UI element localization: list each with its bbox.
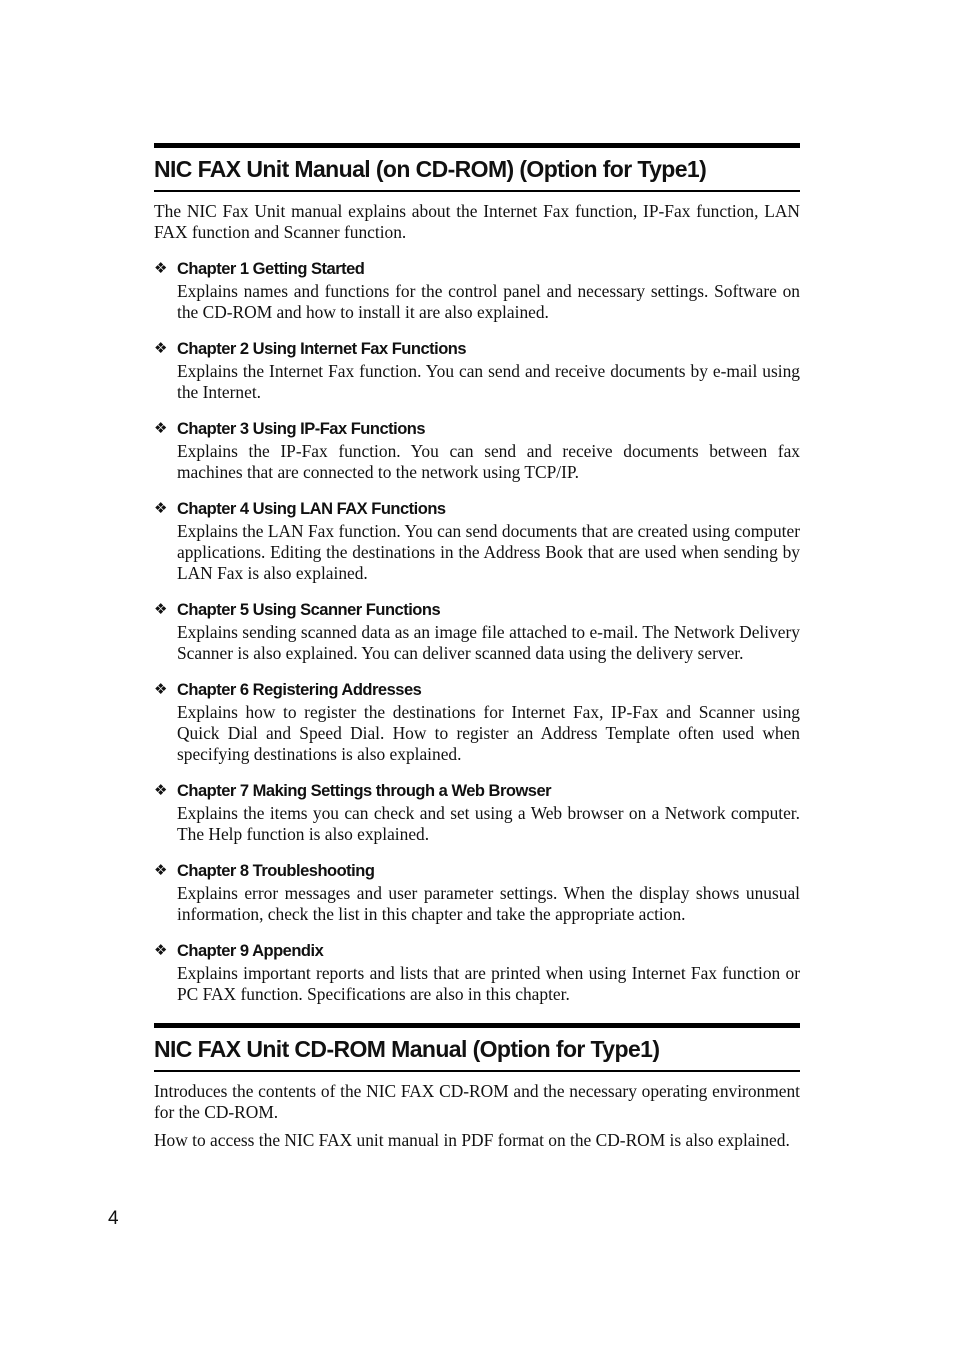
chapter-item-7 [154,781,800,845]
chapter-item-8 [154,861,800,925]
diamond-bullet-icon: ❖ [154,260,167,277]
diamond-bullet-icon: ❖ [154,420,167,437]
diamond-bullet-icon: ❖ [154,340,167,357]
diamond-bullet-icon: ❖ [154,782,167,799]
section-heading-nic-fax-unit-manual: NIC FAX Unit Manual (on CD-ROM) (Option for Type1) [154,143,800,192]
chapter-title: Chapter 9 Appendix [177,942,324,960]
diamond-bullet-icon: ❖ [154,601,167,618]
chapter-description: Explains the Internet Fax function. You can send and receive documents by e-mail using the Internet. [177,361,800,402]
chapter-title: Chapter 5 Using Scanner Functions [177,601,441,619]
diamond-bullet-icon: ❖ [154,862,167,879]
chapter-title: Chapter 2 Using Internet Fax Functions [177,340,467,358]
diamond-bullet-icon: ❖ [154,681,167,698]
chapter-title: Chapter 7 Making Settings through a Web Browser [177,782,552,800]
chapter-description: Explains names and functions for the control panel and necessary settings. Software on the CD-ROM and how to install it are also explained. [177,281,800,322]
chapter-item-4 [154,499,800,584]
chapter-item-3 [154,419,800,483]
chapter-description: Explains the LAN Fax function. You can send documents that are created using computer applications. Editing the destinations in the Address Book that are used when sending by LAN Fax is also explained. [177,521,800,583]
section-paragraph-1: Introduces the contents of the NIC FAX CD-ROM and the necessary operating environment for the CD-ROM. [154,1081,800,1122]
chapter-description: Explains error messages and user parameter settings. When the display shows unusual information, check the list in this chapter and take the appropriate action. [177,883,800,924]
chapter-title: Chapter 8 Troubleshooting [177,862,375,880]
chapter-item-2 [154,339,800,403]
diamond-bullet-icon: ❖ [154,500,167,517]
chapter-title: Chapter 6 Registering Addresses [177,681,422,699]
page-content [154,143,800,1151]
chapter-item-6 [154,680,800,765]
chapter-list [154,259,800,1005]
chapter-description: Explains how to register the destinations for Internet Fax, IP-Fax and Scanner using Quick Dial and Speed Dial. How to register an Address Template often used when specifying destinations is also explained. [177,702,800,764]
section-intro: The NIC Fax Unit manual explains about the Internet Fax function, IP-Fax function, LAN FAX function and Scanner function. [154,201,800,242]
chapter-title: Chapter 4 Using LAN FAX Functions [177,500,446,518]
chapter-title: Chapter 3 Using IP-Fax Functions [177,420,426,438]
chapter-description: Explains the IP-Fax function. You can send and receive documents between fax machines that are connected to the network using TCP/IP. [177,441,800,482]
diamond-bullet-icon: ❖ [154,942,167,959]
chapter-description: Explains important reports and lists that are printed when using Internet Fax function or PC FAX function. Specifications are also in this chapter. [177,963,800,1004]
chapter-item-5 [154,600,800,664]
chapter-title: Chapter 1 Getting Started [177,260,365,278]
chapter-item-9 [154,941,800,1005]
chapter-item-1 [154,259,800,323]
page-number: 4 [108,1208,119,1229]
chapter-description: Explains sending scanned data as an image file attached to e-mail. The Network Delivery Scanner is also explained. You can deliver scanned data using the delivery server. [177,622,800,663]
section-heading-cd-rom-manual: NIC FAX Unit CD-ROM Manual (Option for Type1) [154,1023,800,1072]
chapter-description: Explains the items you can check and set using a Web browser on a Network computer. The Help function is also explained. [177,803,800,844]
section-paragraph-2: How to access the NIC FAX unit manual in PDF format on the CD-ROM is also explained. [154,1130,790,1150]
